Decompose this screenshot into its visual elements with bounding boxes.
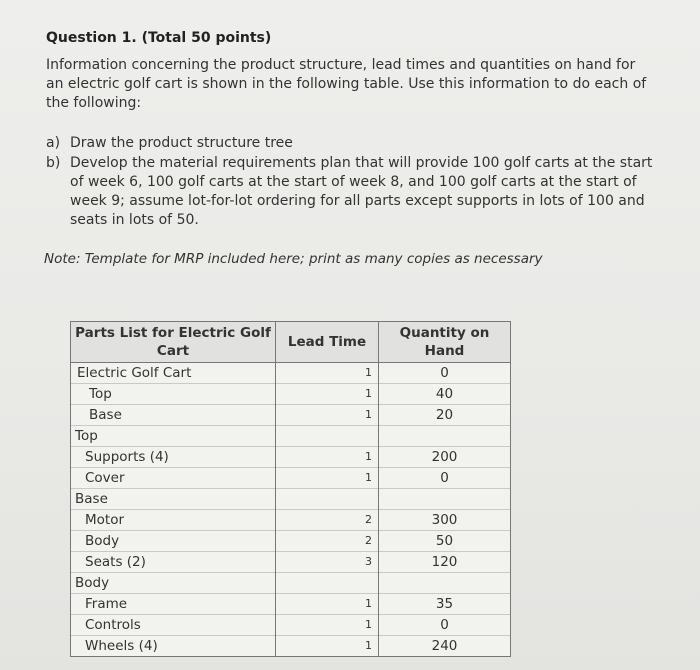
part-name: Base bbox=[71, 405, 276, 426]
quantity-on-hand: 240 bbox=[379, 636, 511, 657]
part-name: Supports (4) bbox=[71, 447, 276, 468]
table-row bbox=[71, 573, 511, 594]
part-name: Top bbox=[71, 384, 276, 405]
quantity-on-hand bbox=[379, 573, 511, 594]
part-name: Electric Golf Cart bbox=[71, 363, 276, 384]
table-row bbox=[71, 615, 511, 636]
lead-time: 1 bbox=[276, 615, 379, 636]
table-row bbox=[71, 594, 511, 615]
table-row bbox=[71, 363, 511, 384]
quantity-on-hand bbox=[379, 426, 511, 447]
lead-time: 3 bbox=[276, 552, 379, 573]
template-note: Note: Template for MRP included here; print as many copies as necessary bbox=[44, 251, 543, 267]
task-text: Develop the material requirements plan that will provide 100 golf carts at the start of week 6, 100 golf carts at the start of week 8, and 100 golf carts at the start of week 9; assume lot-for-lot ordering for all parts except supports in lots of 100 and seats in lots of 50. bbox=[70, 155, 653, 228]
quantity-on-hand: 35 bbox=[379, 594, 511, 615]
quantity-on-hand: 0 bbox=[379, 468, 511, 489]
part-name: Motor bbox=[71, 510, 276, 531]
lead-time: 1 bbox=[276, 405, 379, 426]
lead-time bbox=[276, 426, 379, 447]
table-header-row bbox=[71, 322, 511, 363]
quantity-on-hand: 40 bbox=[379, 384, 511, 405]
question-title: Question 1. (Total 50 points) bbox=[46, 30, 272, 46]
quantity-on-hand: 20 bbox=[379, 405, 511, 426]
part-name: Cover bbox=[71, 468, 276, 489]
quantity-on-hand: 300 bbox=[379, 510, 511, 531]
table-row bbox=[71, 552, 511, 573]
table-row bbox=[71, 426, 511, 447]
intro-paragraph: Information concerning the product structure, lead times and quantities on hand for an electric golf cart is shown in the following table. Use this information to do each of the following: bbox=[46, 57, 647, 111]
lead-time: 1 bbox=[276, 594, 379, 615]
lead-time: 1 bbox=[276, 363, 379, 384]
lead-time bbox=[276, 489, 379, 510]
header-parts: Parts List for Electric Golf Cart bbox=[71, 322, 276, 363]
lead-time: 1 bbox=[276, 447, 379, 468]
task-text: Draw the product structure tree bbox=[70, 135, 293, 151]
header-lead-time: Lead Time bbox=[276, 322, 379, 363]
table-row bbox=[71, 531, 511, 552]
lead-time: 2 bbox=[276, 510, 379, 531]
parts-table bbox=[70, 321, 511, 657]
table-row bbox=[71, 468, 511, 489]
part-name: Seats (2) bbox=[71, 552, 276, 573]
header-quantity: Quantity on Hand bbox=[379, 322, 511, 363]
lead-time: 1 bbox=[276, 636, 379, 657]
part-name: Body bbox=[71, 531, 276, 552]
lead-time bbox=[276, 573, 379, 594]
part-name: Body bbox=[71, 573, 276, 594]
part-name: Top bbox=[71, 426, 276, 447]
part-name: Wheels (4) bbox=[71, 636, 276, 657]
quantity-on-hand bbox=[379, 489, 511, 510]
lead-time: 1 bbox=[276, 384, 379, 405]
part-name: Base bbox=[71, 489, 276, 510]
quantity-on-hand: 50 bbox=[379, 531, 511, 552]
quantity-on-hand: 0 bbox=[379, 615, 511, 636]
task-item-a bbox=[46, 134, 666, 153]
quantity-on-hand: 0 bbox=[379, 363, 511, 384]
table-row bbox=[71, 489, 511, 510]
table-row bbox=[71, 636, 511, 657]
part-name: Frame bbox=[71, 594, 276, 615]
table-row bbox=[71, 510, 511, 531]
task-item-b bbox=[46, 154, 666, 230]
part-name: Controls bbox=[71, 615, 276, 636]
table-row bbox=[71, 405, 511, 426]
task-list bbox=[46, 134, 666, 231]
task-marker: a) bbox=[46, 135, 61, 151]
task-marker: b) bbox=[46, 155, 61, 171]
lead-time: 2 bbox=[276, 531, 379, 552]
table-row bbox=[71, 447, 511, 468]
quantity-on-hand: 120 bbox=[379, 552, 511, 573]
lead-time: 1 bbox=[276, 468, 379, 489]
quantity-on-hand: 200 bbox=[379, 447, 511, 468]
table-row bbox=[71, 384, 511, 405]
